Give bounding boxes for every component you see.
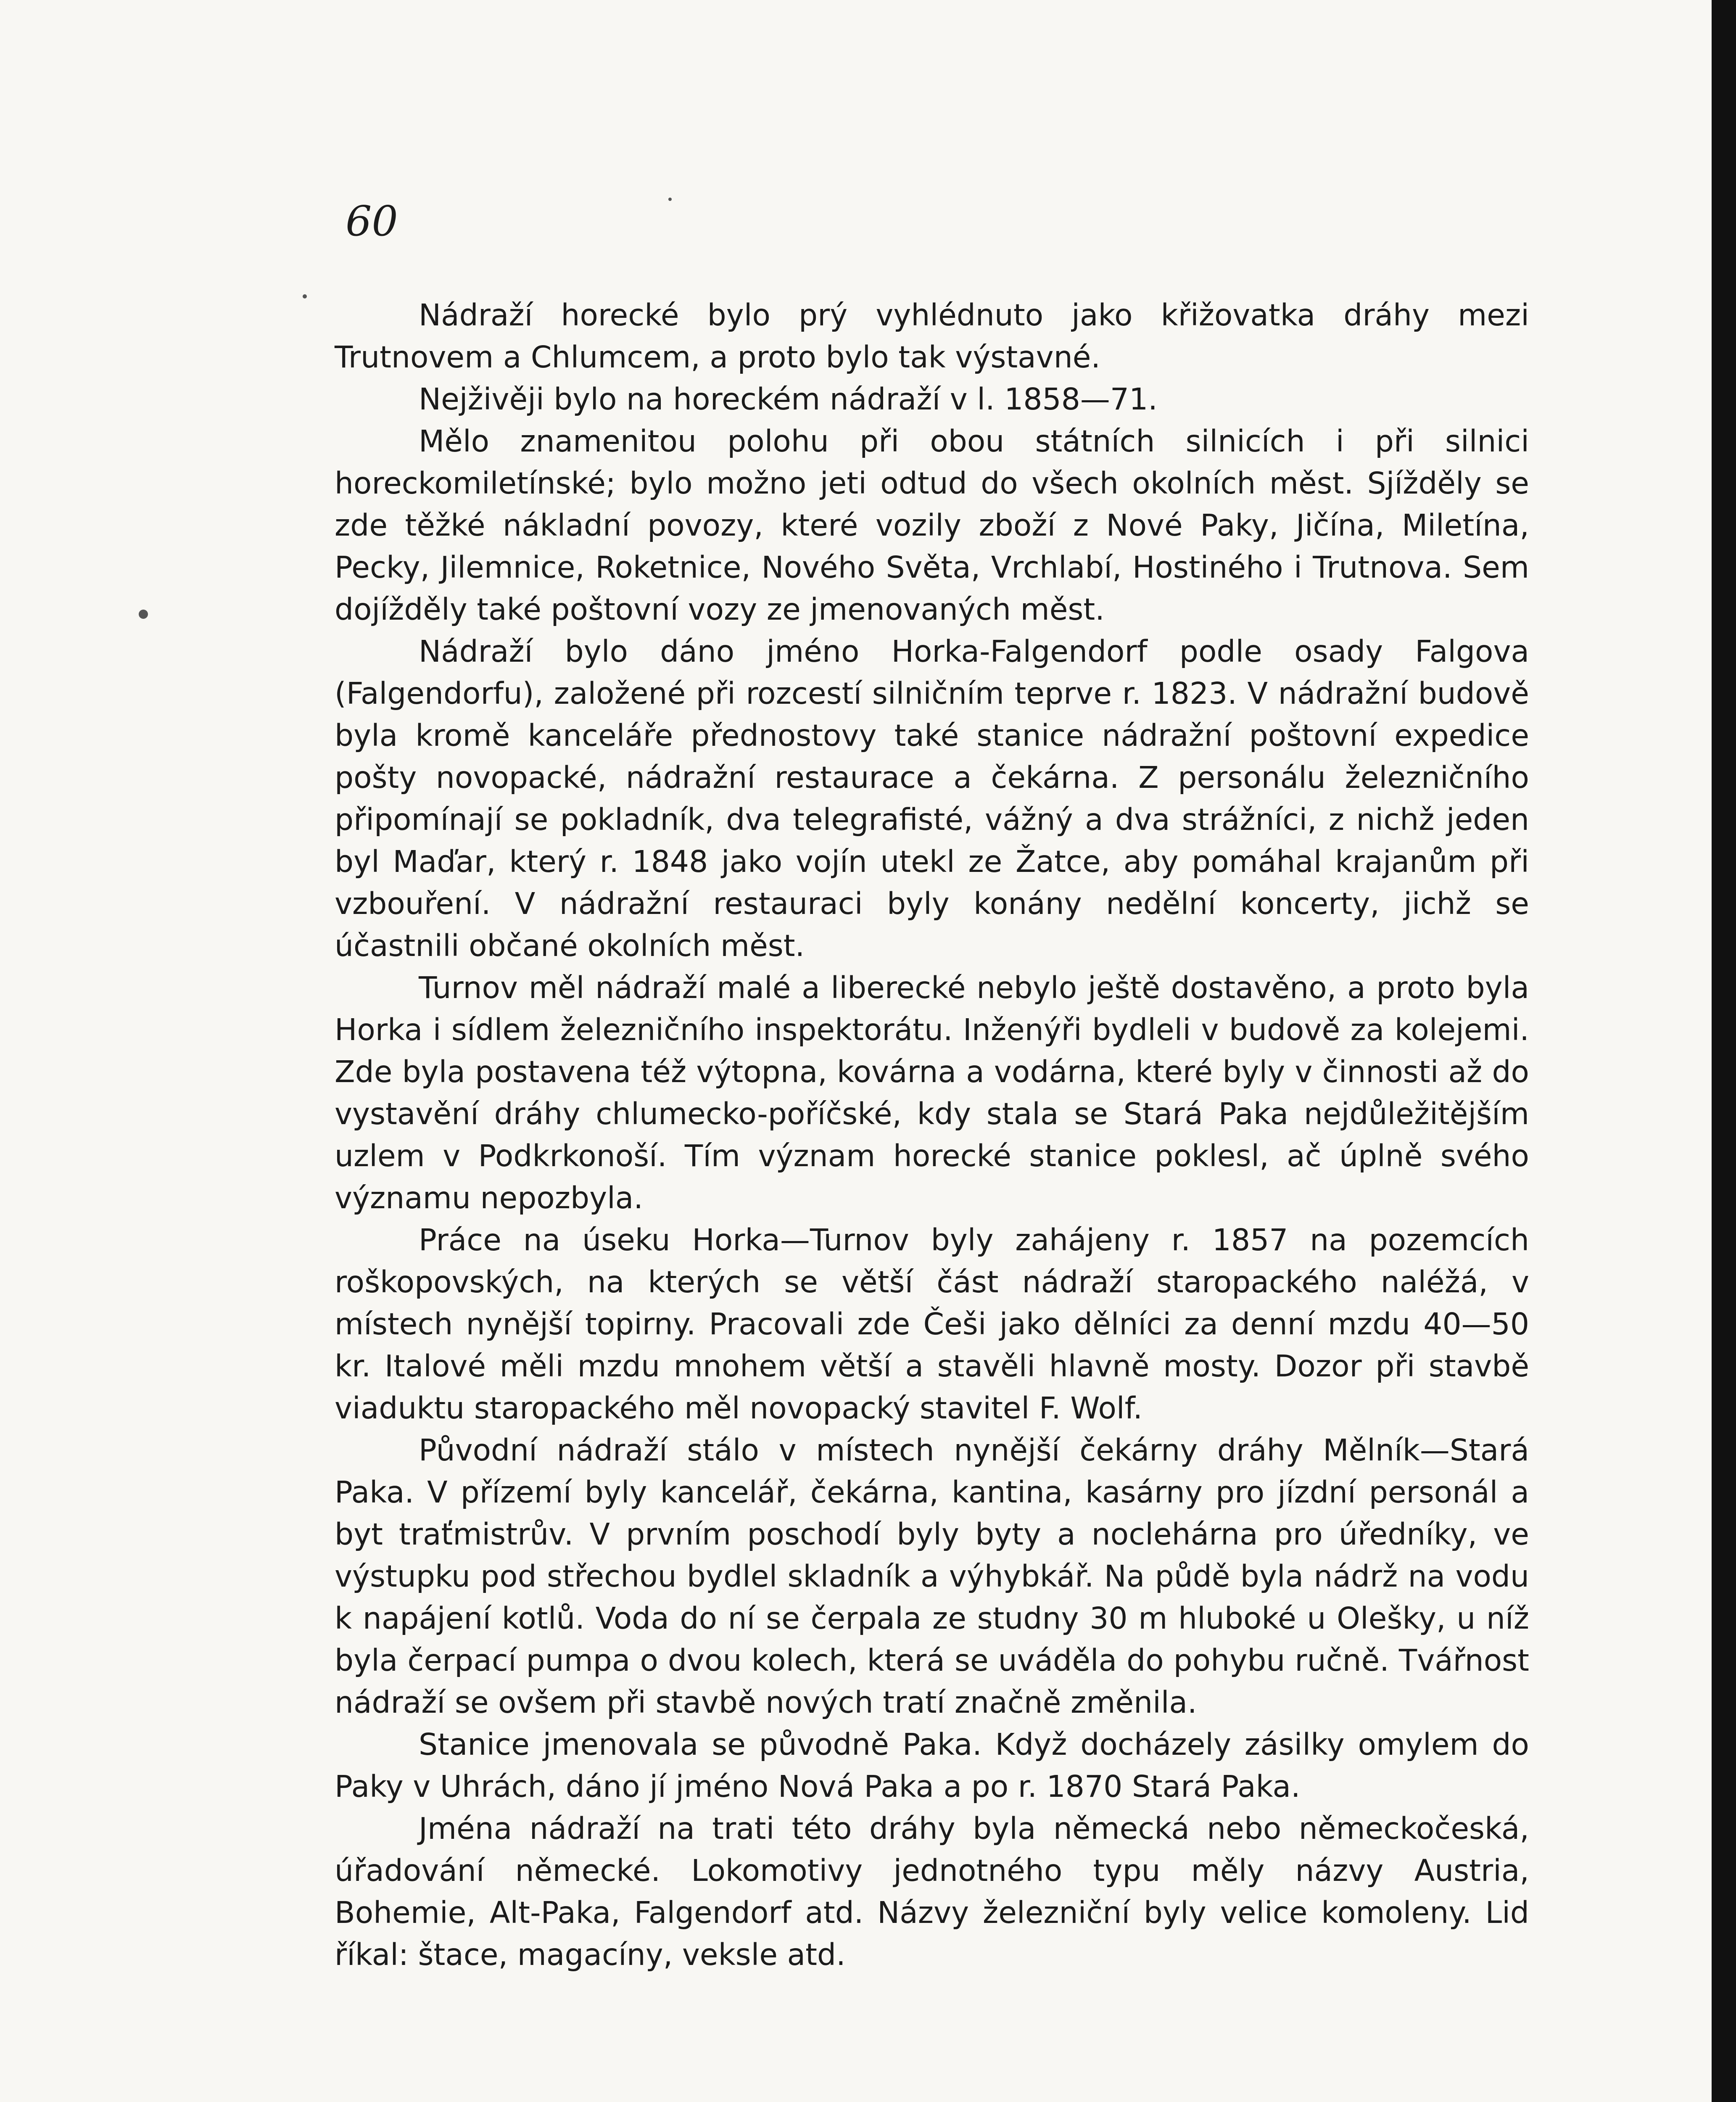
paragraph: Jména nádraží na trati této dráhy byla německá nebo německočeská, úřadování německé. Lokomotivy jednotného typu měly názvy Austria, Bohemie, Alt-Paka, Falgendorf atd. Názvy železniční byly velice komoleny. Lid říkal: štace, magacíny, veksle atd. [335,1811,1529,1972]
scan-speck [668,198,672,201]
paragraph: Nejživěji bylo na horeckém nádraží v l. 1858—71. [419,382,1158,417]
paragraph: Stanice jmenovala se původně Paka. Když docházely zásilky omylem do Paky v Uhrách, dáno jí jméno Nová Paka a po r. 1870 Stará Paka. [335,1727,1529,1804]
page-number: 60 [346,198,398,246]
paragraph: Mělo znamenitou polohu při obou státních silnicích i při silnici horeckomiletínské; bylo možno jeti odtud do všech okolních měst. Sjížděly se zde těžké nákladní povozy, které vozily zboží z Nové Paky, Jičína, Miletína, Pecky, Jilemnice, Roketnice, Nového Světa, Vrchlabí, Hostiného i Trutnova. Sem dojížděly také poštovní vozy ze jmenovaných měst. [335,424,1529,627]
scan-speck [303,294,307,298]
paragraph: Turnov měl nádraží malé a liberecké nebylo ještě dostavěno, a proto byla Horka i sídlem železničního inspektorátu. Inženýři bydleli v budově za kolejemi. Zde byla postavena též výtopna, kovárna a vodárna, které byly v činnosti až do vystavění dráhy chlumecko-poříčské, kdy stala se Stará Paka nejdůležitějším uzlem v Podkrkonoší. Tím význam horecké stanice poklesl, ač úplně svého významu nepozbyla. [335,970,1529,1215]
paragraph: Nádraží bylo dáno jméno Horka-Falgendorf podle osady Falgova (Falgendorfu), založené při rozcestí silničním teprve r. 1823. V nádražní budově byla kromě kanceláře přednostovy také stanice nádražní poštovní expedice pošty novopacké, nádražní restaurace a čekárna. Z personálu železničního připomínají se pokladník, dva telegrafisté, vážný a dva strážníci, z nichž jeden byl Maďar, který r. 1848 jako vojín utekl ze Žatce, aby pomáhal krajanům při vzbouření. V nádražní restauraci byly konány nedělní koncerty, jichž se účastnili občané okolních měst. [335,634,1529,963]
paragraph: Práce na úseku Horka—Turnov byly zahájeny r. 1857 na pozemcích roškopovských, na kterých se větší část nádraží staropackého naléžá, v místech nynější topirny. Pracovali zde Češi jako dělníci za denní mzdu 40—50 kr. Italové měli mzdu mnohem větší a stavěli hlavně mosty. Dozor při stavbě viaduktu staropackého měl novopacký stavitel F. Wolf. [335,1223,1529,1426]
paragraph: Původní nádraží stálo v místech nynější čekárny dráhy Mělník—Stará Paka. V přízemí byly kancelář, čekárna, kantina, kasárny pro jízdní personál a byt traťmistrův. V prvním poschodí byly byty a noclehárna pro úředníky, ve výstupku pod střechou bydlel skladník a výhybkář. Na půdě byla nádrž na vodu k napájení kotlů. Voda do ní se čerpala ze studny 30 m hluboké u Olešky, u níž byla čerpací pumpa o dvou kolech, která se uváděla do pohybu ručně. Tvářnost nádraží se ovšem při stavbě nových tratí značně změnila. [335,1433,1529,1720]
scan-edge-shadow [1712,0,1736,2102]
scan-speck [139,610,148,619]
paragraph: Nádraží horecké bylo prý vyhlédnuto jako křižovatka dráhy mezi Trutnovem a Chlumcem, a proto bylo tak výstavné. [335,298,1529,375]
body-text [335,294,1529,1976]
